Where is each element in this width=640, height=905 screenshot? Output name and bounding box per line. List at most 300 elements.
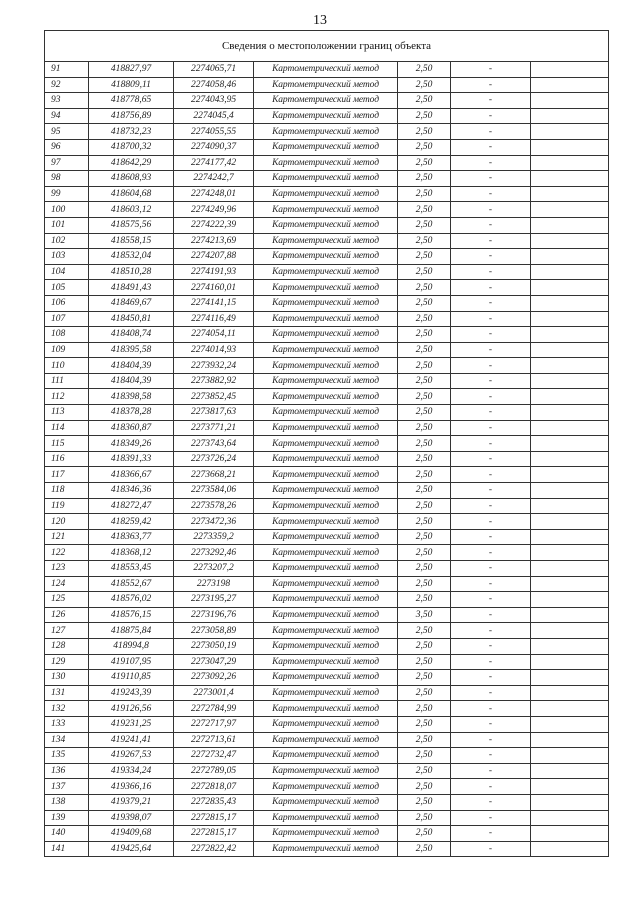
method-cell: Картометрический метод xyxy=(254,139,398,155)
point-number-cell: 101 xyxy=(45,217,89,233)
method-cell: Картометрический метод xyxy=(254,62,398,78)
description-cell: - xyxy=(451,93,531,109)
coord-x-cell: 418994,8 xyxy=(89,638,174,654)
method-cell: Картометрический метод xyxy=(254,810,398,826)
table-row xyxy=(45,514,609,530)
table-row xyxy=(45,623,609,639)
coord-x-cell: 418532,04 xyxy=(89,249,174,265)
table-row xyxy=(45,217,609,233)
extra-cell xyxy=(531,358,609,374)
method-cell: Картометрический метод xyxy=(254,155,398,171)
point-number-cell: 119 xyxy=(45,498,89,514)
description-cell: - xyxy=(451,280,531,296)
table-row xyxy=(45,124,609,140)
table-row xyxy=(45,202,609,218)
coord-y-cell: 2274191,93 xyxy=(174,264,254,280)
coord-y-cell: 2274065,71 xyxy=(174,62,254,78)
point-number-cell: 121 xyxy=(45,529,89,545)
extra-cell xyxy=(531,436,609,452)
description-cell: - xyxy=(451,670,531,686)
point-number-cell: 99 xyxy=(45,186,89,202)
extra-cell xyxy=(531,545,609,561)
point-number-cell: 93 xyxy=(45,93,89,109)
coord-y-cell: 2272815,17 xyxy=(174,826,254,842)
coord-y-cell: 2274242,7 xyxy=(174,171,254,187)
table-row xyxy=(45,311,609,327)
coord-y-cell: 2273578,26 xyxy=(174,498,254,514)
extra-cell xyxy=(531,77,609,93)
table-row xyxy=(45,685,609,701)
coord-x-cell: 419107,95 xyxy=(89,654,174,670)
method-cell: Картометрический метод xyxy=(254,124,398,140)
coord-x-cell: 418378,28 xyxy=(89,405,174,421)
coord-y-cell: 2274116,49 xyxy=(174,311,254,327)
point-number-cell: 111 xyxy=(45,373,89,389)
accuracy-cell: 2,50 xyxy=(398,62,451,78)
point-number-cell: 115 xyxy=(45,436,89,452)
extra-cell xyxy=(531,701,609,717)
table-row xyxy=(45,93,609,109)
extra-cell xyxy=(531,108,609,124)
accuracy-cell: 2,50 xyxy=(398,155,451,171)
table-row xyxy=(45,342,609,358)
method-cell: Картометрический метод xyxy=(254,716,398,732)
extra-cell xyxy=(531,233,609,249)
coord-x-cell: 418395,58 xyxy=(89,342,174,358)
description-cell: - xyxy=(451,202,531,218)
coord-x-cell: 419425,64 xyxy=(89,841,174,857)
coord-x-cell: 418575,56 xyxy=(89,217,174,233)
description-cell: - xyxy=(451,763,531,779)
method-cell: Картометрический метод xyxy=(254,623,398,639)
point-number-cell: 92 xyxy=(45,77,89,93)
extra-cell xyxy=(531,171,609,187)
description-cell: - xyxy=(451,264,531,280)
point-number-cell: 127 xyxy=(45,623,89,639)
method-cell: Картометрический метод xyxy=(254,373,398,389)
table-row xyxy=(45,77,609,93)
point-number-cell: 117 xyxy=(45,467,89,483)
method-cell: Картометрический метод xyxy=(254,311,398,327)
table-row xyxy=(45,638,609,654)
point-number-cell: 136 xyxy=(45,763,89,779)
coord-y-cell: 2273932,24 xyxy=(174,358,254,374)
method-cell: Картометрический метод xyxy=(254,451,398,467)
table-row xyxy=(45,155,609,171)
description-cell: - xyxy=(451,654,531,670)
point-number-cell: 106 xyxy=(45,295,89,311)
method-cell: Картометрический метод xyxy=(254,732,398,748)
method-cell: Картометрический метод xyxy=(254,171,398,187)
coord-x-cell: 418398,58 xyxy=(89,389,174,405)
accuracy-cell: 2,50 xyxy=(398,529,451,545)
boundary-table xyxy=(44,30,609,857)
point-number-cell: 139 xyxy=(45,810,89,826)
extra-cell xyxy=(531,529,609,545)
extra-cell xyxy=(531,467,609,483)
coord-x-cell: 418469,67 xyxy=(89,295,174,311)
coord-y-cell: 2274090,37 xyxy=(174,139,254,155)
accuracy-cell: 2,50 xyxy=(398,638,451,654)
accuracy-cell: 2,50 xyxy=(398,810,451,826)
extra-cell xyxy=(531,202,609,218)
table-row xyxy=(45,716,609,732)
table-row xyxy=(45,467,609,483)
table-row xyxy=(45,576,609,592)
point-number-cell: 109 xyxy=(45,342,89,358)
description-cell: - xyxy=(451,498,531,514)
coord-x-cell: 419231,25 xyxy=(89,716,174,732)
coord-x-cell: 418603,12 xyxy=(89,202,174,218)
table-row xyxy=(45,841,609,857)
method-cell: Картометрический метод xyxy=(254,483,398,499)
description-cell: - xyxy=(451,576,531,592)
coord-x-cell: 418272,47 xyxy=(89,498,174,514)
description-cell: - xyxy=(451,685,531,701)
coord-y-cell: 2273092,26 xyxy=(174,670,254,686)
extra-cell xyxy=(531,498,609,514)
coord-y-cell: 2273817,63 xyxy=(174,405,254,421)
coord-x-cell: 419126,56 xyxy=(89,701,174,717)
description-cell: - xyxy=(451,295,531,311)
method-cell: Картометрический метод xyxy=(254,295,398,311)
accuracy-cell: 2,50 xyxy=(398,373,451,389)
accuracy-cell: 2,50 xyxy=(398,186,451,202)
coord-x-cell: 418604,68 xyxy=(89,186,174,202)
coord-x-cell: 418778,65 xyxy=(89,93,174,109)
coord-x-cell: 418642,29 xyxy=(89,155,174,171)
method-cell: Картометрический метод xyxy=(254,233,398,249)
point-number-cell: 131 xyxy=(45,685,89,701)
point-number-cell: 102 xyxy=(45,233,89,249)
coord-y-cell: 2272815,17 xyxy=(174,810,254,826)
accuracy-cell: 2,50 xyxy=(398,592,451,608)
table-row xyxy=(45,498,609,514)
point-number-cell: 134 xyxy=(45,732,89,748)
coord-y-cell: 2274248,01 xyxy=(174,186,254,202)
description-cell: - xyxy=(451,794,531,810)
description-cell: - xyxy=(451,716,531,732)
coord-x-cell: 418510,28 xyxy=(89,264,174,280)
method-cell: Картометрический метод xyxy=(254,249,398,265)
table-row xyxy=(45,779,609,795)
point-number-cell: 124 xyxy=(45,576,89,592)
description-cell: - xyxy=(451,389,531,405)
extra-cell xyxy=(531,794,609,810)
accuracy-cell: 2,50 xyxy=(398,139,451,155)
accuracy-cell: 2,50 xyxy=(398,779,451,795)
accuracy-cell: 2,50 xyxy=(398,545,451,561)
coord-y-cell: 2273882,92 xyxy=(174,373,254,389)
description-cell: - xyxy=(451,171,531,187)
description-cell: - xyxy=(451,451,531,467)
table-row xyxy=(45,561,609,577)
point-number-cell: 132 xyxy=(45,701,89,717)
method-cell: Картометрический метод xyxy=(254,561,398,577)
table-row xyxy=(45,389,609,405)
accuracy-cell: 2,50 xyxy=(398,249,451,265)
point-number-cell: 104 xyxy=(45,264,89,280)
coord-y-cell: 2274177,42 xyxy=(174,155,254,171)
coord-y-cell: 2274249,96 xyxy=(174,202,254,218)
extra-cell xyxy=(531,592,609,608)
table-row xyxy=(45,264,609,280)
description-cell: - xyxy=(451,483,531,499)
table-row xyxy=(45,249,609,265)
table-row xyxy=(45,545,609,561)
coord-y-cell: 2273771,21 xyxy=(174,420,254,436)
table-row xyxy=(45,763,609,779)
coord-y-cell: 2273472,36 xyxy=(174,514,254,530)
coord-x-cell: 418576,15 xyxy=(89,607,174,623)
accuracy-cell: 2,50 xyxy=(398,748,451,764)
coord-y-cell: 2274141,15 xyxy=(174,295,254,311)
accuracy-cell: 2,50 xyxy=(398,264,451,280)
coord-x-cell: 418756,89 xyxy=(89,108,174,124)
description-cell: - xyxy=(451,342,531,358)
description-cell: - xyxy=(451,62,531,78)
extra-cell xyxy=(531,295,609,311)
method-cell: Картометрический метод xyxy=(254,420,398,436)
point-number-cell: 96 xyxy=(45,139,89,155)
description-cell: - xyxy=(451,841,531,857)
description-cell: - xyxy=(451,779,531,795)
coord-x-cell: 419366,16 xyxy=(89,779,174,795)
table-row xyxy=(45,701,609,717)
point-number-cell: 100 xyxy=(45,202,89,218)
extra-cell xyxy=(531,623,609,639)
table-title-row xyxy=(45,31,609,62)
table-row xyxy=(45,732,609,748)
extra-cell xyxy=(531,483,609,499)
accuracy-cell: 2,50 xyxy=(398,732,451,748)
description-cell: - xyxy=(451,607,531,623)
point-number-cell: 103 xyxy=(45,249,89,265)
description-cell: - xyxy=(451,545,531,561)
point-number-cell: 123 xyxy=(45,561,89,577)
extra-cell xyxy=(531,124,609,140)
table-row xyxy=(45,451,609,467)
extra-cell xyxy=(531,342,609,358)
extra-cell xyxy=(531,514,609,530)
table-row xyxy=(45,358,609,374)
description-cell: - xyxy=(451,623,531,639)
description-cell: - xyxy=(451,217,531,233)
method-cell: Картометрический метод xyxy=(254,514,398,530)
table-row xyxy=(45,826,609,842)
coord-y-cell: 2272732,47 xyxy=(174,748,254,764)
coord-x-cell: 419379,21 xyxy=(89,794,174,810)
accuracy-cell: 2,50 xyxy=(398,295,451,311)
accuracy-cell: 2,50 xyxy=(398,498,451,514)
coord-y-cell: 2272822,42 xyxy=(174,841,254,857)
point-number-cell: 128 xyxy=(45,638,89,654)
extra-cell xyxy=(531,576,609,592)
coord-x-cell: 418349,26 xyxy=(89,436,174,452)
description-cell: - xyxy=(451,108,531,124)
method-cell: Картометрический метод xyxy=(254,467,398,483)
coord-x-cell: 419398,07 xyxy=(89,810,174,826)
point-number-cell: 120 xyxy=(45,514,89,530)
coord-x-cell: 418404,39 xyxy=(89,358,174,374)
point-number-cell: 97 xyxy=(45,155,89,171)
accuracy-cell: 2,50 xyxy=(398,436,451,452)
coord-y-cell: 2273195,27 xyxy=(174,592,254,608)
description-cell: - xyxy=(451,529,531,545)
coord-x-cell: 419243,39 xyxy=(89,685,174,701)
coord-y-cell: 2274222,39 xyxy=(174,217,254,233)
point-number-cell: 108 xyxy=(45,327,89,343)
coord-y-cell: 2273058,89 xyxy=(174,623,254,639)
extra-cell xyxy=(531,405,609,421)
accuracy-cell: 2,50 xyxy=(398,280,451,296)
coord-x-cell: 418700,32 xyxy=(89,139,174,155)
point-number-cell: 129 xyxy=(45,654,89,670)
coord-y-cell: 2273207,2 xyxy=(174,561,254,577)
point-number-cell: 114 xyxy=(45,420,89,436)
coord-x-cell: 418368,12 xyxy=(89,545,174,561)
coord-x-cell: 418363,77 xyxy=(89,529,174,545)
coord-y-cell: 2273198 xyxy=(174,576,254,592)
accuracy-cell: 2,50 xyxy=(398,670,451,686)
method-cell: Картометрический метод xyxy=(254,405,398,421)
extra-cell xyxy=(531,62,609,78)
table-row xyxy=(45,373,609,389)
description-cell: - xyxy=(451,358,531,374)
method-cell: Картометрический метод xyxy=(254,685,398,701)
method-cell: Картометрический метод xyxy=(254,327,398,343)
method-cell: Картометрический метод xyxy=(254,763,398,779)
extra-cell xyxy=(531,826,609,842)
point-number-cell: 91 xyxy=(45,62,89,78)
method-cell: Картометрический метод xyxy=(254,841,398,857)
description-cell: - xyxy=(451,373,531,389)
extra-cell xyxy=(531,748,609,764)
extra-cell xyxy=(531,327,609,343)
point-number-cell: 140 xyxy=(45,826,89,842)
coord-y-cell: 2272818,07 xyxy=(174,779,254,795)
accuracy-cell: 2,50 xyxy=(398,841,451,857)
table-row xyxy=(45,233,609,249)
accuracy-cell: 2,50 xyxy=(398,171,451,187)
accuracy-cell: 3,50 xyxy=(398,607,451,623)
method-cell: Картометрический метод xyxy=(254,202,398,218)
coord-y-cell: 2272784,99 xyxy=(174,701,254,717)
accuracy-cell: 2,50 xyxy=(398,514,451,530)
accuracy-cell: 2,50 xyxy=(398,77,451,93)
coord-x-cell: 419409,68 xyxy=(89,826,174,842)
description-cell: - xyxy=(451,592,531,608)
table-row xyxy=(45,171,609,187)
coord-x-cell: 418491,43 xyxy=(89,280,174,296)
accuracy-cell: 2,50 xyxy=(398,451,451,467)
coord-y-cell: 2273359,2 xyxy=(174,529,254,545)
accuracy-cell: 2,50 xyxy=(398,576,451,592)
extra-cell xyxy=(531,311,609,327)
method-cell: Картометрический метод xyxy=(254,436,398,452)
extra-cell xyxy=(531,685,609,701)
method-cell: Картометрический метод xyxy=(254,264,398,280)
accuracy-cell: 2,50 xyxy=(398,389,451,405)
table-row xyxy=(45,405,609,421)
page-number: 13 xyxy=(313,13,327,28)
method-cell: Картометрический метод xyxy=(254,592,398,608)
description-cell: - xyxy=(451,405,531,421)
description-cell: - xyxy=(451,514,531,530)
accuracy-cell: 2,50 xyxy=(398,763,451,779)
description-cell: - xyxy=(451,732,531,748)
method-cell: Картометрический метод xyxy=(254,638,398,654)
coord-x-cell: 418366,67 xyxy=(89,467,174,483)
method-cell: Картометрический метод xyxy=(254,654,398,670)
accuracy-cell: 2,50 xyxy=(398,701,451,717)
point-number-cell: 126 xyxy=(45,607,89,623)
method-cell: Картометрический метод xyxy=(254,670,398,686)
extra-cell xyxy=(531,607,609,623)
extra-cell xyxy=(531,841,609,857)
point-number-cell: 105 xyxy=(45,280,89,296)
description-cell: - xyxy=(451,155,531,171)
method-cell: Картометрический метод xyxy=(254,576,398,592)
coord-x-cell: 418576,02 xyxy=(89,592,174,608)
coord-y-cell: 2272713,61 xyxy=(174,732,254,748)
coord-y-cell: 2272835,43 xyxy=(174,794,254,810)
table-row xyxy=(45,654,609,670)
description-cell: - xyxy=(451,748,531,764)
method-cell: Картометрический метод xyxy=(254,93,398,109)
point-number-cell: 118 xyxy=(45,483,89,499)
description-cell: - xyxy=(451,233,531,249)
extra-cell xyxy=(531,670,609,686)
coord-y-cell: 2274058,46 xyxy=(174,77,254,93)
table-row xyxy=(45,607,609,623)
accuracy-cell: 2,50 xyxy=(398,327,451,343)
coord-y-cell: 2273852,45 xyxy=(174,389,254,405)
coord-x-cell: 419267,53 xyxy=(89,748,174,764)
extra-cell xyxy=(531,155,609,171)
extra-cell xyxy=(531,810,609,826)
description-cell: - xyxy=(451,467,531,483)
coord-x-cell: 419241,41 xyxy=(89,732,174,748)
coord-y-cell: 2273001,4 xyxy=(174,685,254,701)
coord-y-cell: 2274207,88 xyxy=(174,249,254,265)
accuracy-cell: 2,50 xyxy=(398,685,451,701)
point-number-cell: 138 xyxy=(45,794,89,810)
method-cell: Картометрический метод xyxy=(254,498,398,514)
coord-y-cell: 2273726,24 xyxy=(174,451,254,467)
method-cell: Картометрический метод xyxy=(254,701,398,717)
accuracy-cell: 2,50 xyxy=(398,233,451,249)
extra-cell xyxy=(531,638,609,654)
description-cell: - xyxy=(451,139,531,155)
table-row xyxy=(45,592,609,608)
method-cell: Картометрический метод xyxy=(254,748,398,764)
description-cell: - xyxy=(451,420,531,436)
method-cell: Картометрический метод xyxy=(254,77,398,93)
description-cell: - xyxy=(451,701,531,717)
accuracy-cell: 2,50 xyxy=(398,420,451,436)
accuracy-cell: 2,50 xyxy=(398,623,451,639)
description-cell: - xyxy=(451,249,531,265)
coord-x-cell: 418404,39 xyxy=(89,373,174,389)
table-row xyxy=(45,280,609,296)
method-cell: Картометрический метод xyxy=(254,217,398,233)
point-number-cell: 110 xyxy=(45,358,89,374)
coord-y-cell: 2274160,01 xyxy=(174,280,254,296)
accuracy-cell: 2,50 xyxy=(398,716,451,732)
point-number-cell: 116 xyxy=(45,451,89,467)
extra-cell xyxy=(531,249,609,265)
